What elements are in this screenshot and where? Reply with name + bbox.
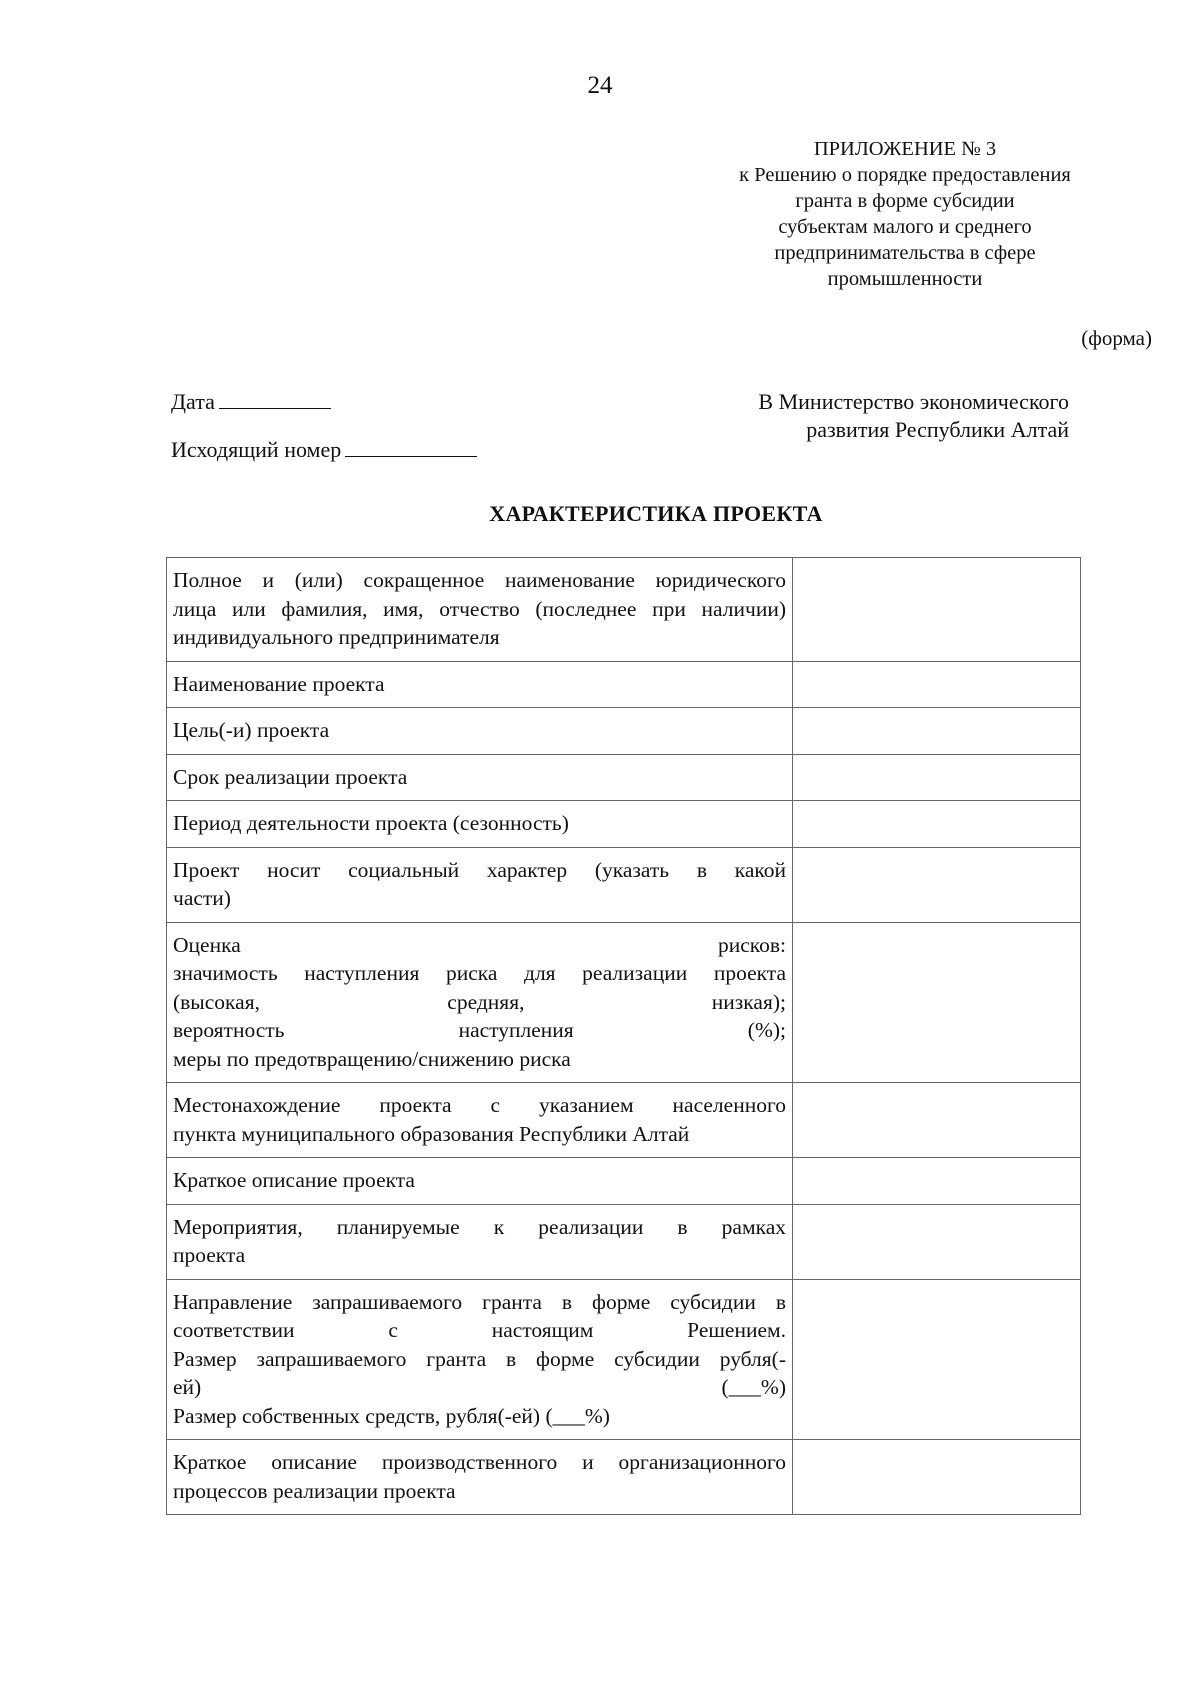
row-value-cell[interactable] [793,661,1081,708]
row-label-cell [167,1083,793,1158]
table-row [167,1083,1081,1158]
appendix-line: промышленности [827,268,983,290]
row-label-cell [167,847,793,922]
row-value-cell[interactable] [793,801,1081,848]
table-row [167,847,1081,922]
table-row [167,1158,1081,1205]
row-label-line: Краткое описание производственного и организационного [173,1450,786,1474]
row-label-line: Оценка рисков: [173,932,786,957]
row-label-line: Краткое описание проекта [173,1168,415,1192]
appendix-line: предпринимательства в сфере [774,242,1036,264]
row-label-line: Размер собственных средств, рубля(-ей) (___%) [173,1403,610,1428]
recipient-line: развития Республики Алтай [806,417,1069,442]
row-label-line: Мероприятия, планируемые к реализации в рамках [173,1214,786,1239]
row-label-cell [167,708,793,755]
table-row [167,801,1081,848]
row-label-cell [167,801,793,848]
appendix-line: субъектам малого и среднего [778,216,1032,238]
outgoing-number-blank[interactable] [345,454,477,457]
appendix-block [720,136,1090,292]
row-label-line: вероятность наступления (%); [173,1018,786,1042]
appendix-line: к Решению о порядке предоставления [739,164,1071,186]
date-blank[interactable] [219,406,331,409]
page-number: 24 [587,72,613,99]
row-label-cell [167,1204,793,1279]
row-label-line: Полное и (или) сокращенное наименование юридического [173,568,786,592]
row-label-line: части) [173,886,231,910]
row-label-line: Срок реализации проекта [173,764,408,789]
outgoing-number-label: Исходящий номер [171,437,342,462]
row-value-cell[interactable] [793,1158,1081,1205]
project-characteristics-table [166,557,1081,1515]
table-row [167,661,1081,708]
row-label-line: процессов реализации проекта [173,1478,456,1503]
row-value-cell[interactable] [793,922,1081,1083]
row-value-cell[interactable] [793,1083,1081,1158]
row-value-cell[interactable] [793,847,1081,922]
row-label-line: пункта муниципального образования Республики Алтай [173,1121,690,1146]
row-label-line: Проект носит социальный характер (указать в какой [173,857,786,882]
date-field [171,389,331,415]
row-label-line: соответствии с настоящим Решением. [173,1318,786,1342]
row-label-line: Наименование проекта [173,671,385,696]
row-label-line: лица или фамилия, имя, отчество (последнее при наличии) [173,596,786,621]
row-value-cell[interactable] [793,1440,1081,1515]
row-label-line: Размер запрашиваемого гранта в форме субсидии рубля(- [173,1346,786,1371]
row-label-cell [167,922,793,1083]
table-row [167,1204,1081,1279]
row-value-cell[interactable] [793,1204,1081,1279]
row-label-line: значимость наступления риска для реализации проекта [173,961,786,985]
document-title: ХАРАКТЕРИСТИКА ПРОЕКТА [489,501,823,526]
row-label-line: Период деятельности проекта (сезонность) [173,811,569,835]
row-label-cell [167,661,793,708]
row-label-cell [167,1279,793,1440]
outgoing-number-field [171,437,477,463]
table-row [167,754,1081,801]
recipient-line: В Министерство экономического [758,389,1069,414]
date-label: Дата [171,389,215,414]
row-label-line: ей) (___%) [173,1375,786,1399]
row-label-line: Местонахождение проекта с указанием населенного [173,1093,786,1117]
row-label-cell [167,558,793,662]
recipient-block [758,388,1069,444]
row-label-line: индивидуального предпринимателя [173,625,500,649]
appendix-line: ПРИЛОЖЕНИЕ № 3 [813,138,997,160]
row-label-line: (высокая, средняя, низкая); [173,989,786,1014]
row-label-line: Цель(-и) проекта [173,718,330,742]
table-row [167,1279,1081,1440]
row-label-cell [167,1440,793,1515]
table-row [167,558,1081,662]
row-label-line: Направление запрашиваемого гранта в форме субсидии в [173,1289,786,1314]
table-row [167,708,1081,755]
row-value-cell[interactable] [793,754,1081,801]
table-row [167,922,1081,1083]
row-value-cell[interactable] [793,1279,1081,1440]
row-label-cell [167,1158,793,1205]
row-value-cell[interactable] [793,708,1081,755]
row-label-line: меры по предотвращению/снижению риска [173,1046,571,1071]
form-mark: (форма) [1081,326,1152,350]
row-value-cell[interactable] [793,558,1081,662]
table-row [167,1440,1081,1515]
row-label-cell [167,754,793,801]
appendix-line: гранта в форме субсидии [795,190,1015,212]
row-label-line: проекта [173,1243,246,1267]
